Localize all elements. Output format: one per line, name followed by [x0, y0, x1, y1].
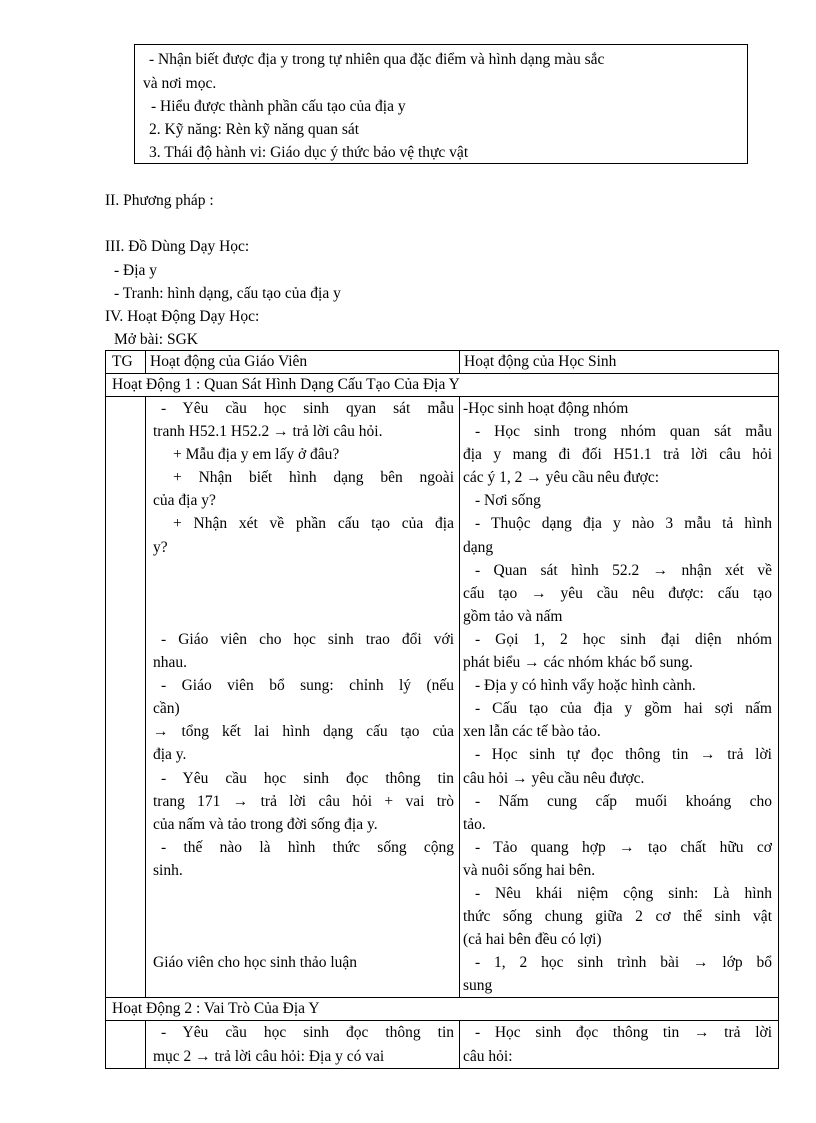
objective-line: 3. Thái độ hành vi: Giáo dục ý thức bảo vệ thực vật [149, 144, 469, 161]
cell-line: và nuôi sống hai bên. [463, 861, 596, 879]
activity2-title-row [106, 998, 779, 1021]
objective-line: và nơi mọc. [143, 75, 217, 92]
objective-line: - Hiểu được thành phần cấu tạo của địa y [151, 98, 406, 115]
cell-line: các ý 1, 2 → yêu cầu nêu được: [463, 469, 660, 487]
cell-line: - Cấu tạo của địa y gồm hai sợi nấm [475, 700, 772, 718]
activity1-title-row [106, 374, 779, 397]
cell-line: của nấm và tảo trong đời sống địa y. [153, 815, 378, 833]
cell-line: - Quan sát hình 52.2 → nhận xét về [475, 561, 772, 579]
cell-line: câu hỏi → yêu cầu nêu được. [463, 769, 645, 787]
cell-line [153, 928, 454, 951]
cell-line: - Nơi sống [475, 492, 541, 510]
cell-line: - thế nào là hình thức sống cộng [161, 838, 454, 856]
cell-line: câu hỏi: [463, 1047, 513, 1065]
cell-line: tảo. [463, 815, 486, 833]
activity2-title: Hoạt Động 2 : Vai Trò Của Địa Y [106, 998, 779, 1021]
objective-line: 2. Kỹ năng: Rèn kỹ năng quan sát [149, 121, 360, 138]
material-item: - Tranh: hình dạng, cấu tạo của địa y [114, 285, 341, 302]
cell-line: nhau. [153, 654, 188, 672]
cell-line: - Học sinh đọc thông tin → trả lời [475, 1024, 772, 1042]
section-iii-heading: III. Đồ Dùng Dạy Học: [105, 238, 250, 255]
cell-line [153, 582, 454, 605]
material-item: - Địa y [114, 262, 158, 279]
cell-line: - Thuộc dạng địa y nào 3 mẫu tả hình [475, 515, 772, 533]
cell-line: trang 171 → trả lời câu hỏi + vai trò [153, 792, 454, 810]
header-tg: TG [106, 351, 146, 374]
cell-line: - Học sinh trong nhóm quan sát mẫu [475, 423, 772, 441]
cell-line: - Giáo viên cho học sinh trao đổi với [161, 630, 454, 648]
cell-line: xen lẫn các tế bào tảo. [463, 723, 601, 741]
cell-line: sinh. [153, 861, 183, 879]
cell-line: - Nấm cung cấp muối khoáng cho [475, 792, 772, 810]
cell-line: dạng [463, 538, 494, 556]
activity1-title: Hoạt Động 1 : Quan Sát Hình Dạng Cấu Tạo Của Địa Y [106, 374, 779, 397]
cell-line: của địa y? [153, 492, 216, 510]
cell-line [153, 605, 454, 628]
student-cell [460, 397, 779, 998]
activity1-content-row [106, 397, 779, 998]
cell-line: - Tảo quang hợp → tạo chất hữu cơ [475, 838, 772, 856]
cell-line [153, 559, 454, 582]
cell-line: gồm tảo và nấm [463, 607, 563, 625]
cell-line: sung [463, 977, 493, 995]
activity-table [105, 350, 779, 1069]
cell-line: - Yêu cầu học sinh đọc thông tin [161, 1024, 454, 1042]
student-cell [460, 1021, 779, 1068]
cell-line: Giáo viên cho học sinh thảo luận [153, 954, 358, 972]
section-ii-heading: II. Phương pháp : [105, 192, 214, 209]
cell-line: → tổng kết lai hình dạng cấu tạo của [153, 723, 454, 741]
teacher-cell [146, 397, 460, 998]
objective-line: - Nhận biết được địa y trong tự nhiên qua đặc điểm và hình dạng màu sắc [149, 51, 605, 68]
cell-line: - Nêu khái niệm cộng sinh: Là hình [475, 884, 772, 902]
cell-line: y? [153, 538, 168, 556]
cell-line: địa y. [153, 746, 187, 764]
header-student: Hoạt động của Học Sinh [460, 351, 779, 374]
cell-line: phát biểu → các nhóm khác bổ sung. [463, 654, 693, 672]
section-iv-heading: IV. Hoạt Động Dạy Học: [105, 308, 260, 325]
cell-line: cần) [153, 700, 180, 718]
activity2-content-row [106, 1021, 779, 1068]
cell-line: - Học sinh tự đọc thông tin → trả lời [475, 746, 772, 764]
cell-line: + Mẫu địa y em lấy ở đâu? [173, 446, 340, 464]
cell-line: + Nhận xét về phần cấu tạo của địa [173, 515, 454, 533]
cell-line: thức sống chung giữa 2 cơ thể sinh vật [463, 908, 772, 926]
cell-line: cấu tạo → yêu cầu nêu được: cấu tạo [463, 584, 772, 602]
header-teacher: Hoạt động của Giáo Viên [146, 351, 460, 374]
time-cell [106, 397, 146, 998]
cell-line [153, 974, 454, 997]
cell-line: -Học sinh hoạt động nhóm [463, 400, 629, 417]
cell-line: - 1, 2 học sinh trình bài → lớp bổ [475, 954, 772, 972]
cell-line: địa y mang đi đối H51.1 trả lời câu hỏi [463, 446, 772, 464]
cell-line: (cả hai bên đều có lợi) [463, 931, 602, 949]
objectives-box [134, 44, 748, 164]
cell-line: - Yêu cầu học sinh đọc thông tin [161, 769, 454, 787]
teacher-cell [146, 1021, 460, 1068]
cell-line [153, 905, 454, 928]
cell-line: - Gọi 1, 2 học sinh đại diện nhóm [475, 630, 772, 648]
cell-line: - Yêu cầu học sinh qyan sát mẫu [161, 400, 454, 417]
cell-line: - Giáo viên bổ sung: chỉnh lý (nếu [161, 677, 454, 695]
time-cell [106, 1021, 146, 1068]
cell-line: - Địa y có hình vẩy hoặc hình cành. [475, 677, 696, 695]
cell-line: tranh H52.1 H52.2 → trả lời câu hỏi. [153, 423, 383, 441]
cell-line: mục 2 → trả lời câu hỏi: Địa y có vai [153, 1047, 385, 1065]
cell-line: + Nhận biết hình dạng bên ngoài [173, 469, 454, 487]
cell-line [153, 882, 454, 905]
intro-line: Mở bài: SGK [114, 331, 198, 348]
table-header-row [106, 351, 779, 374]
